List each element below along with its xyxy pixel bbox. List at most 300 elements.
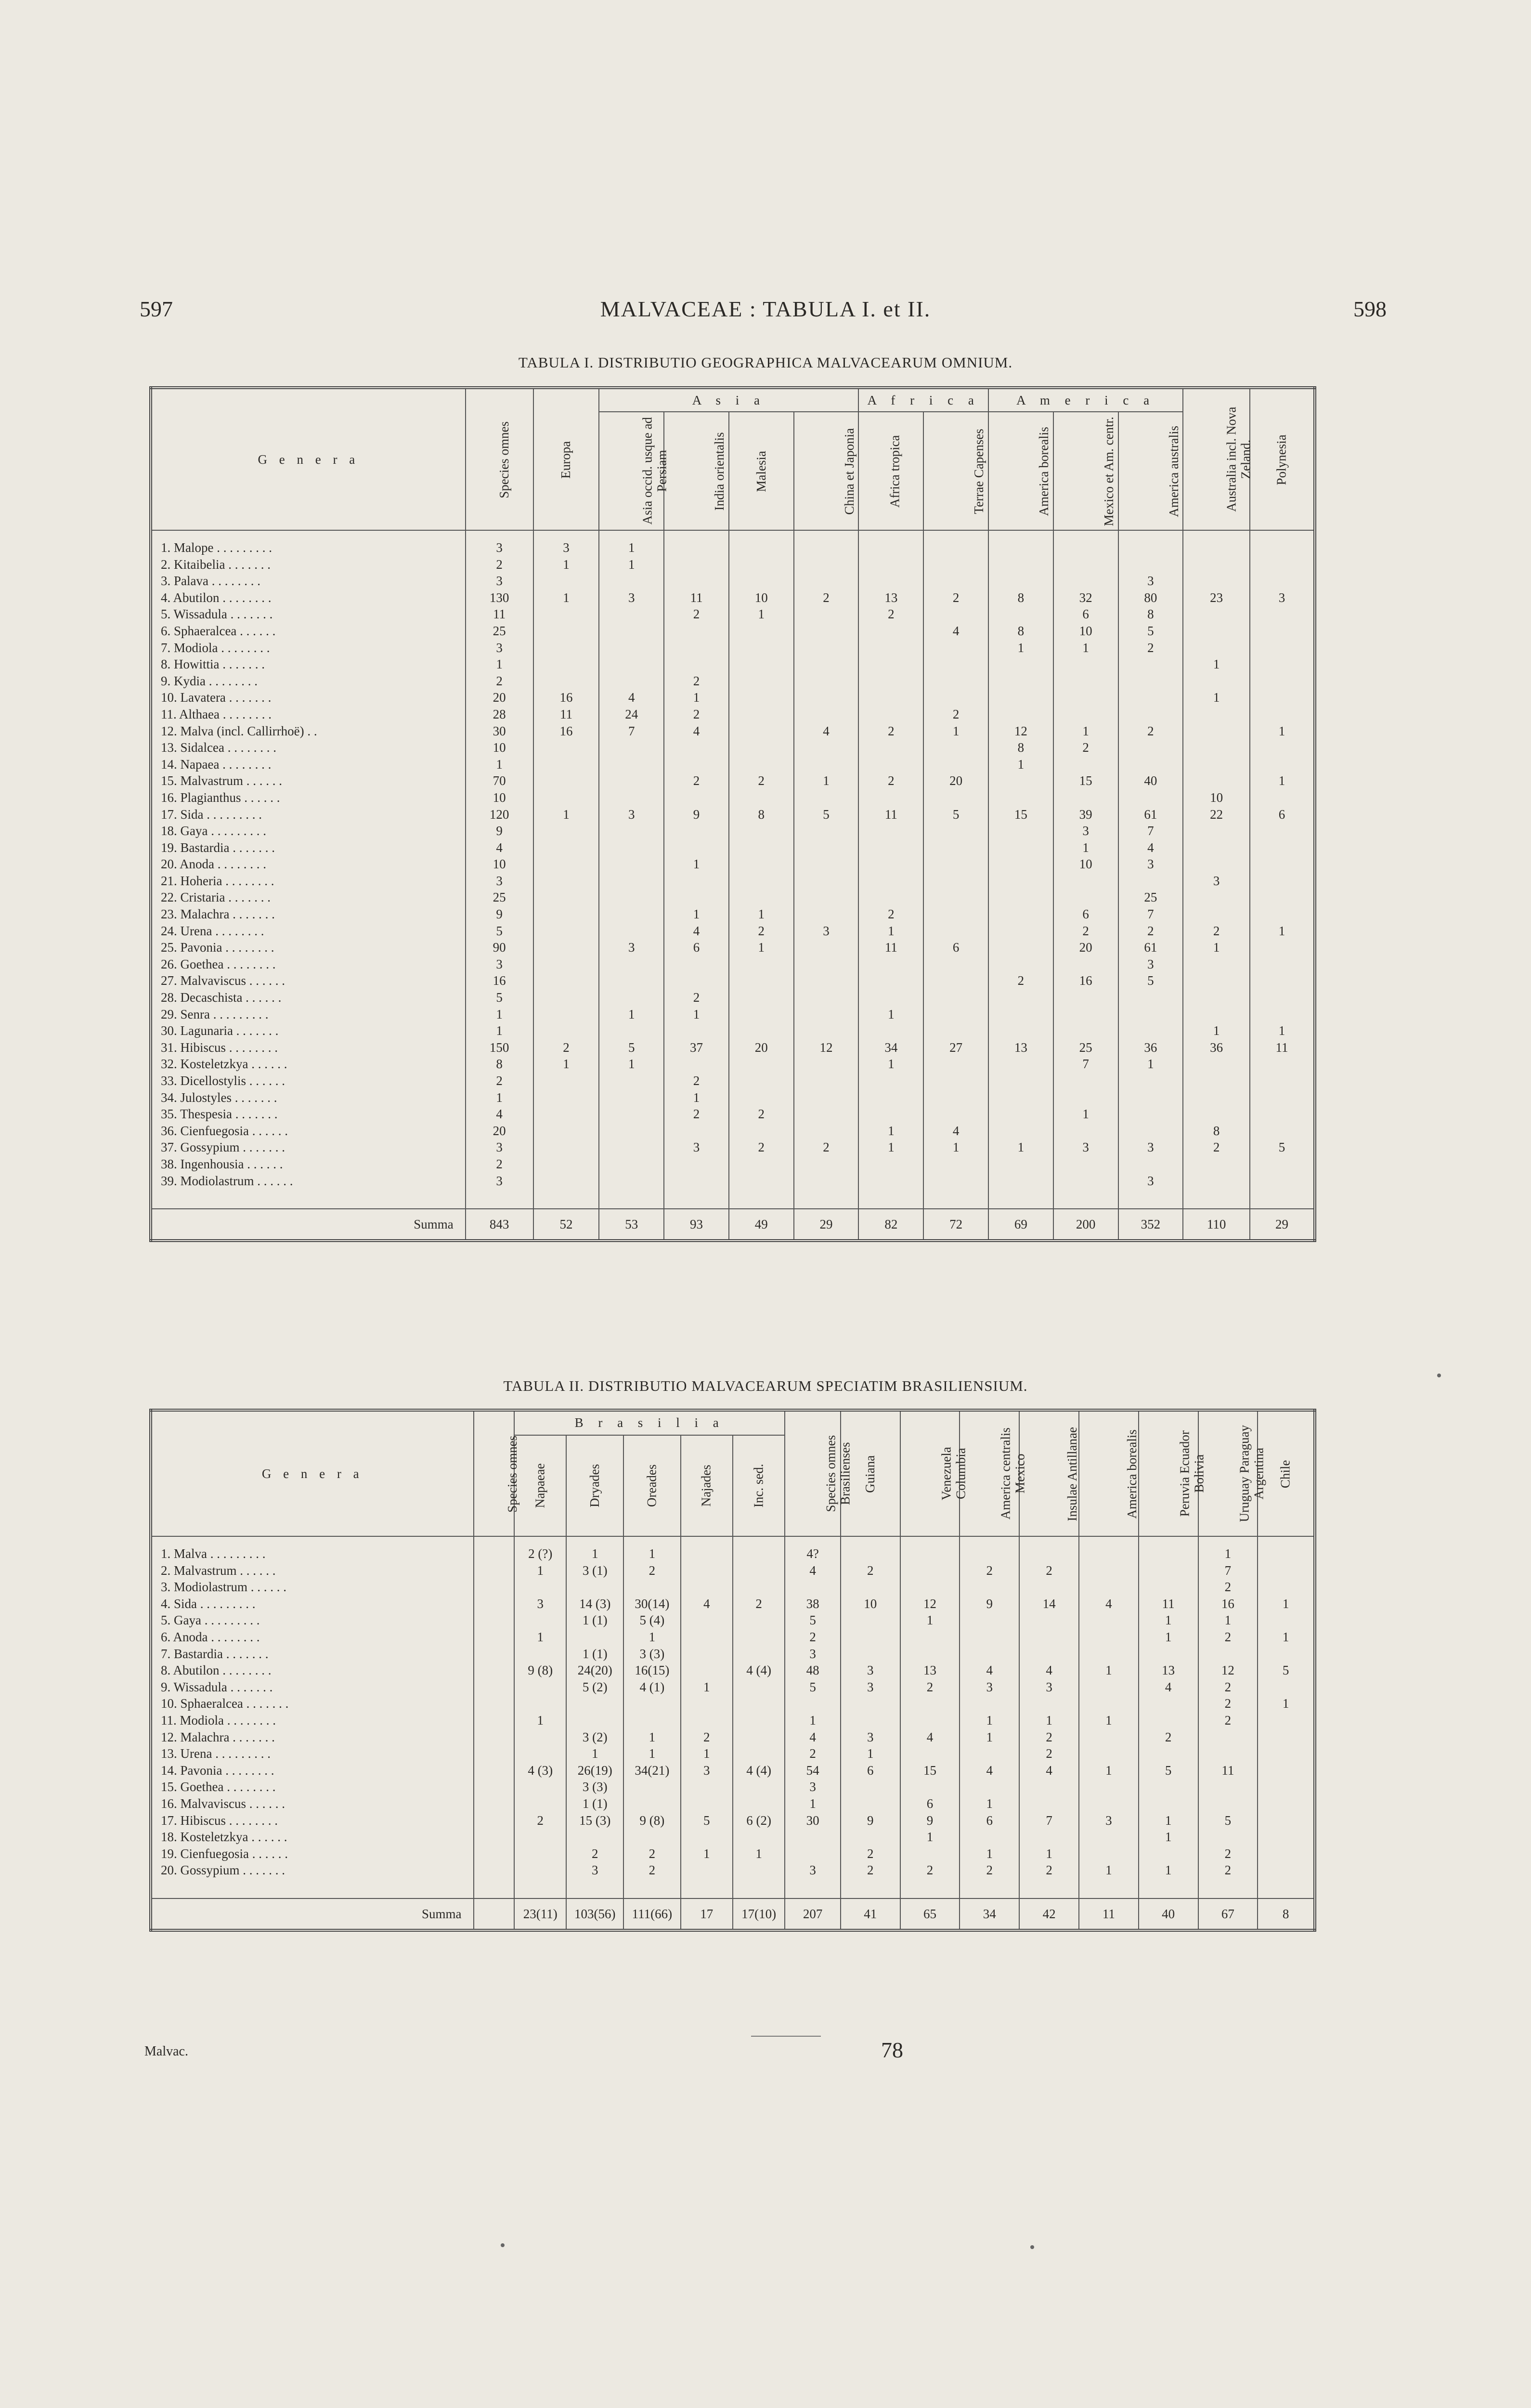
table-cell	[729, 640, 794, 656]
table-cell: 2	[664, 1073, 729, 1089]
footer-signature: Malvac.	[144, 2044, 188, 2059]
table-cell: 14	[1019, 1596, 1079, 1612]
col-header: Uruguay Paraguay Argentina	[1236, 1425, 1266, 1522]
table-cell: 3	[1118, 856, 1183, 873]
summa-cell: 352	[1118, 1209, 1183, 1241]
table-cell: 4	[1019, 1662, 1079, 1679]
table-cell: 4	[1079, 1596, 1139, 1612]
summa-cell: 843	[466, 1209, 533, 1241]
table-cell: 2	[1183, 923, 1250, 940]
table-cell	[514, 1845, 566, 1862]
table-cell: 4	[923, 623, 988, 640]
table-cell	[988, 1123, 1053, 1139]
table-cell: 12	[794, 1039, 859, 1056]
table-cell	[1258, 1562, 1315, 1579]
table-cell: 16	[533, 689, 599, 706]
table-cell	[474, 1562, 515, 1579]
table-cell: 1	[681, 1679, 733, 1696]
table1-caption: TABULA I. DISTRIBUTIO GEOGRAPHICA MALVACEARUM OMNIUM.	[518, 354, 1013, 371]
genus-label: 12. Malachra . . . . . . .	[161, 1729, 275, 1744]
spacer-row	[151, 1189, 1315, 1209]
table-cell: 3	[466, 873, 533, 890]
summa-cell: 41	[841, 1898, 900, 1930]
genus-label: 39. Modiolastrum . . . . . .	[161, 1173, 293, 1188]
table-cell	[599, 756, 664, 773]
table-cell: 10	[1183, 789, 1250, 806]
table-cell: 22	[1183, 806, 1250, 823]
table-cell	[794, 939, 859, 956]
table-cell	[681, 1629, 733, 1646]
table-cell	[599, 1089, 664, 1106]
genus-label: 33. Dicellostylis . . . . . .	[161, 1073, 285, 1088]
table-cell	[733, 1562, 785, 1579]
table-cell: 1	[466, 756, 533, 773]
table-cell: 2	[466, 1073, 533, 1089]
table-cell	[1250, 756, 1315, 773]
table-cell	[923, 1106, 988, 1123]
table-cell: 2	[1118, 640, 1183, 656]
table-cell: 5 (4)	[623, 1612, 681, 1629]
table-cell: 1	[1258, 1695, 1315, 1712]
table-cell	[729, 723, 794, 740]
table-cell: 8	[988, 739, 1053, 756]
table-cell	[599, 972, 664, 989]
table-cell: 2	[858, 772, 923, 789]
table-cell: 1	[960, 1845, 1019, 1862]
table-cell	[858, 823, 923, 839]
table-cell	[474, 1662, 515, 1679]
table-cell: 1	[1183, 939, 1250, 956]
table-cell: 25	[466, 623, 533, 640]
table-cell	[988, 1073, 1053, 1089]
table-cell: 1	[623, 1545, 681, 1562]
table-cell	[1183, 972, 1250, 989]
genus-label: 29. Senra . . . . . . . . .	[161, 1007, 269, 1021]
table-cell: 37	[664, 1039, 729, 1056]
table-cell	[923, 989, 988, 1006]
table-cell: 2	[623, 1845, 681, 1862]
table-cell	[923, 889, 988, 906]
table-cell	[1183, 623, 1250, 640]
table-cell	[1019, 1646, 1079, 1662]
table-cell	[1139, 1845, 1198, 1862]
table-cell	[681, 1579, 733, 1596]
table-cell	[1250, 689, 1315, 706]
table-cell	[1118, 1106, 1183, 1123]
table-cell: 1	[1053, 723, 1118, 740]
table-cell	[1258, 1612, 1315, 1629]
table-cell: 3	[1118, 1173, 1183, 1190]
table-cell	[733, 1745, 785, 1762]
table-cell: 4 (4)	[733, 1762, 785, 1779]
col-header: America centralis Mexico	[998, 1427, 1027, 1520]
table-cell	[785, 1829, 841, 1845]
genus-label: 8. Abutilon . . . . . . . .	[161, 1663, 272, 1678]
table-cell	[988, 823, 1053, 839]
table-cell	[960, 1545, 1019, 1562]
table-cell	[1250, 623, 1315, 640]
table-cell: 25	[1118, 889, 1183, 906]
table-cell: 3	[1118, 956, 1183, 973]
table-cell	[474, 1612, 515, 1629]
table-cell	[729, 556, 794, 573]
table-cell: 2	[1019, 1562, 1079, 1579]
table-cell: 2	[785, 1629, 841, 1646]
table-cell	[858, 989, 923, 1006]
table-cell: 3	[466, 1173, 533, 1190]
table-cell	[566, 1579, 623, 1596]
table-cell	[988, 873, 1053, 890]
table-cell	[1118, 1073, 1183, 1089]
table-cell: 9	[960, 1596, 1019, 1612]
table-cell	[599, 873, 664, 890]
table-cell	[664, 640, 729, 656]
table-cell	[599, 606, 664, 623]
table-cell	[729, 972, 794, 989]
table-cell	[1198, 1646, 1258, 1662]
table-cell: 1	[1053, 1106, 1118, 1123]
table-cell	[1250, 606, 1315, 623]
genus-label: 9. Wissadula . . . . . . .	[161, 1679, 273, 1694]
table-cell: 2	[858, 723, 923, 740]
summa-cell: 69	[988, 1209, 1053, 1241]
table-cell: 2	[664, 606, 729, 623]
table-cell: 10	[466, 856, 533, 873]
table-cell	[900, 1646, 960, 1662]
table-cell: 27	[923, 1039, 988, 1056]
table-cell: 1	[729, 906, 794, 923]
summa-cell: 29	[1250, 1209, 1315, 1241]
table-cell	[681, 1646, 733, 1662]
table-cell	[923, 823, 988, 839]
table-cell: 2	[1118, 723, 1183, 740]
table-cell	[1053, 1156, 1118, 1173]
table-cell	[474, 1829, 515, 1845]
table-cell	[514, 1779, 566, 1795]
table-cell: 10	[1053, 856, 1118, 873]
table-cell	[729, 689, 794, 706]
table-cell	[623, 1829, 681, 1845]
group-header-brasilia: B r a s i l i a	[514, 1410, 785, 1435]
footer-page-number: 78	[881, 2038, 903, 2062]
table-cell	[1250, 789, 1315, 806]
table-cell	[858, 539, 923, 556]
table-cell: 3	[841, 1662, 900, 1679]
table-cell	[900, 1712, 960, 1729]
table-cell	[923, 923, 988, 940]
table-cell	[794, 623, 859, 640]
table-cell: 2	[900, 1862, 960, 1879]
table-row	[151, 1089, 1315, 1106]
table-cell	[599, 789, 664, 806]
table-cell	[1079, 1795, 1139, 1812]
table-cell: 61	[1118, 806, 1183, 823]
table-cell	[599, 1073, 664, 1089]
table-cell	[1139, 1795, 1198, 1812]
genus-label: 32. Kosteletzkya . . . . . .	[161, 1057, 287, 1072]
table-cell	[1139, 1745, 1198, 1762]
table-cell: 6	[1053, 606, 1118, 623]
table-cell	[474, 1545, 515, 1562]
table-cell: 2	[794, 1139, 859, 1156]
table-cell	[474, 1596, 515, 1612]
table-cell	[923, 972, 988, 989]
table-row	[151, 1845, 1315, 1862]
table-cell	[1118, 1123, 1183, 1139]
table-cell: 39	[1053, 806, 1118, 823]
table-cell	[1053, 1073, 1118, 1089]
table-cell: 2	[1198, 1629, 1258, 1646]
table-cell: 10	[729, 589, 794, 606]
table-cell	[1258, 1812, 1315, 1829]
col-header: Inc. sed.	[751, 1464, 766, 1508]
table-cell	[858, 673, 923, 690]
table-cell	[733, 1579, 785, 1596]
table-cell: 4	[785, 1729, 841, 1746]
table-cell	[1019, 1612, 1079, 1629]
table-cell: 1	[1183, 1022, 1250, 1039]
table-cell: 2	[1198, 1862, 1258, 1879]
table-cell	[858, 873, 923, 890]
table-cell	[1183, 539, 1250, 556]
table-cell	[858, 856, 923, 873]
table-cell	[923, 1006, 988, 1023]
table-cell: 1	[1139, 1829, 1198, 1845]
table-cell: 3	[466, 956, 533, 973]
genus-label: 35. Thespesia . . . . . . .	[161, 1107, 278, 1122]
genus-label: 4. Sida . . . . . . . . .	[161, 1596, 256, 1611]
genus-label: 23. Malachra . . . . . . .	[161, 907, 275, 922]
table-cell: 1	[858, 1006, 923, 1023]
table-cell	[785, 1695, 841, 1712]
table-cell	[1139, 1646, 1198, 1662]
genus-label: 13. Sidalcea . . . . . . . .	[161, 740, 276, 755]
paper-speck	[501, 2243, 505, 2247]
table-cell: 6	[900, 1795, 960, 1812]
table-row	[151, 1862, 1315, 1879]
table-cell: 4	[1139, 1679, 1198, 1696]
table-cell	[533, 856, 599, 873]
table-cell	[794, 1073, 859, 1089]
table-cell: 4	[1118, 839, 1183, 856]
table-cell	[923, 873, 988, 890]
table-cell: 1	[664, 1089, 729, 1106]
table-cell	[1258, 1545, 1315, 1562]
col-header: Africa tropica	[887, 435, 902, 508]
col-header: America borealis	[1125, 1429, 1140, 1518]
col-header: Species omnes Brasilienses	[823, 1435, 853, 1512]
genus-label: 10. Lavatera . . . . . . .	[161, 690, 272, 705]
table-cell: 3	[599, 939, 664, 956]
table-cell: 6	[1250, 806, 1315, 823]
summa-cell: 207	[785, 1898, 841, 1930]
table2-body	[151, 1536, 1315, 1930]
genus-label: 6. Anoda . . . . . . . .	[161, 1629, 260, 1644]
genus-label: 20. Gossypium . . . . . . .	[161, 1863, 285, 1878]
table-cell	[533, 839, 599, 856]
table-cell: 3	[466, 1139, 533, 1156]
table-cell	[1183, 640, 1250, 656]
table-cell	[794, 1056, 859, 1073]
table-cell	[1079, 1562, 1139, 1579]
table-cell	[858, 1173, 923, 1190]
table-cell: 2	[1198, 1712, 1258, 1729]
genus-label: 9. Kydia . . . . . . . .	[161, 673, 258, 688]
genus-label: 22. Cristaria . . . . . . .	[161, 890, 271, 905]
table-cell	[794, 556, 859, 573]
table-cell	[1118, 1006, 1183, 1023]
table-cell: 3	[599, 806, 664, 823]
table-cell: 2	[1198, 1845, 1258, 1862]
table-cell: 1	[599, 539, 664, 556]
genus-label: 11. Modiola . . . . . . . .	[161, 1713, 276, 1727]
table-cell: 16	[533, 723, 599, 740]
table-cell: 5 (2)	[566, 1679, 623, 1696]
table-cell	[533, 889, 599, 906]
table-cell	[794, 756, 859, 773]
genus-label: 11. Althaea . . . . . . . .	[161, 707, 272, 721]
table-cell: 36	[1118, 1039, 1183, 1056]
table-cell	[664, 956, 729, 973]
table-cell: 4	[664, 723, 729, 740]
spacer-row	[151, 1536, 1315, 1545]
table-cell	[1139, 1695, 1198, 1712]
table-cell	[841, 1779, 900, 1795]
table-cell	[841, 1646, 900, 1662]
table-cell	[1053, 1006, 1118, 1023]
paper-speck	[1437, 1374, 1441, 1377]
table-cell	[729, 673, 794, 690]
table-cell: 2	[1019, 1862, 1079, 1879]
table-cell: 1	[733, 1845, 785, 1862]
table-cell	[923, 1089, 988, 1106]
genus-label: 6. Sphaeralcea . . . . . .	[161, 623, 276, 638]
table-cell	[664, 889, 729, 906]
table-cell	[794, 823, 859, 839]
table-row	[151, 972, 1315, 989]
table-cell	[1250, 556, 1315, 573]
table-cell	[988, 1156, 1053, 1173]
table-cell: 1	[514, 1629, 566, 1646]
table-cell: 1	[729, 606, 794, 623]
footer-rule	[751, 2036, 821, 2037]
table-cell	[841, 1579, 900, 1596]
table-cell	[960, 1629, 1019, 1646]
table-cell: 3	[785, 1779, 841, 1795]
table-cell	[681, 1662, 733, 1679]
table-cell: 3	[1118, 1139, 1183, 1156]
table-cell: 3	[1019, 1679, 1079, 1696]
table-cell: 1	[566, 1745, 623, 1762]
table-cell: 2	[729, 1139, 794, 1156]
table-cell	[1053, 756, 1118, 773]
table-cell: 11	[1198, 1762, 1258, 1779]
spacer-row	[151, 530, 1315, 539]
table-cell	[664, 539, 729, 556]
table-cell: 1	[1079, 1862, 1139, 1879]
table-cell	[858, 573, 923, 589]
table-cell: 1	[1183, 689, 1250, 706]
table-cell: 1	[794, 772, 859, 789]
table-cell: 9	[466, 906, 533, 923]
table-cell	[533, 656, 599, 673]
table-cell: 2	[1198, 1579, 1258, 1596]
table-cell	[1118, 706, 1183, 723]
table-cell: 34(21)	[623, 1762, 681, 1779]
summa-cell: 42	[1019, 1898, 1079, 1930]
table-cell: 15	[900, 1762, 960, 1779]
table-cell: 1	[1019, 1845, 1079, 1862]
table-cell: 7	[1118, 823, 1183, 839]
table-row	[151, 956, 1315, 973]
table-cell: 4?	[785, 1545, 841, 1562]
summa-cell: 72	[923, 1209, 988, 1241]
table-cell: 3	[960, 1679, 1019, 1696]
table-cell	[1183, 772, 1250, 789]
table-cell: 2	[1019, 1745, 1079, 1762]
genus-label: 13. Urena . . . . . . . . .	[161, 1746, 271, 1761]
table-cell: 2	[533, 1039, 599, 1056]
table-cell: 2	[466, 556, 533, 573]
table-cell	[794, 889, 859, 906]
table-cell	[794, 606, 859, 623]
table2-distributio-brasiliensium	[149, 1409, 1316, 1932]
table-cell	[1250, 1123, 1315, 1139]
table-cell	[923, 789, 988, 806]
table-cell	[729, 1073, 794, 1089]
table-cell: 5	[466, 989, 533, 1006]
table-cell	[858, 1073, 923, 1089]
table-cell: 4 (4)	[733, 1662, 785, 1679]
table-cell	[900, 1545, 960, 1562]
table-cell	[533, 756, 599, 773]
genus-label: 14. Pavonia . . . . . . . .	[161, 1763, 274, 1778]
table1-distributio-geographica	[149, 386, 1316, 1242]
table-cell: 20	[466, 689, 533, 706]
summa-cell: 29	[794, 1209, 859, 1241]
table-cell	[988, 656, 1053, 673]
table-cell: 3	[599, 589, 664, 606]
table-cell	[988, 673, 1053, 690]
genus-label: 8. Howittia . . . . . . .	[161, 657, 265, 672]
table-cell	[623, 1695, 681, 1712]
table-cell: 1	[664, 1006, 729, 1023]
table-cell	[1258, 1679, 1315, 1696]
table-cell	[664, 972, 729, 989]
table-cell	[1053, 889, 1118, 906]
table-cell: 16(15)	[623, 1662, 681, 1679]
table-cell	[681, 1862, 733, 1879]
col-header: Guiana	[862, 1455, 877, 1493]
genus-label: 17. Hibiscus . . . . . . . .	[161, 1813, 278, 1828]
table-cell	[566, 1829, 623, 1845]
table-cell	[988, 906, 1053, 923]
table-cell	[729, 539, 794, 556]
table-cell	[1198, 1829, 1258, 1845]
table-cell: 8	[988, 589, 1053, 606]
table-cell	[533, 640, 599, 656]
col-header: China et Japonia	[842, 428, 856, 515]
col-header: Species omnes	[496, 421, 511, 498]
table-cell	[988, 1089, 1053, 1106]
table-cell: 5	[466, 923, 533, 940]
table-cell	[533, 1022, 599, 1039]
table-cell: 4	[794, 723, 859, 740]
table-cell	[514, 1579, 566, 1596]
table-cell: 20	[729, 1039, 794, 1056]
table-cell	[533, 1123, 599, 1139]
table-cell: 1 (1)	[566, 1612, 623, 1629]
